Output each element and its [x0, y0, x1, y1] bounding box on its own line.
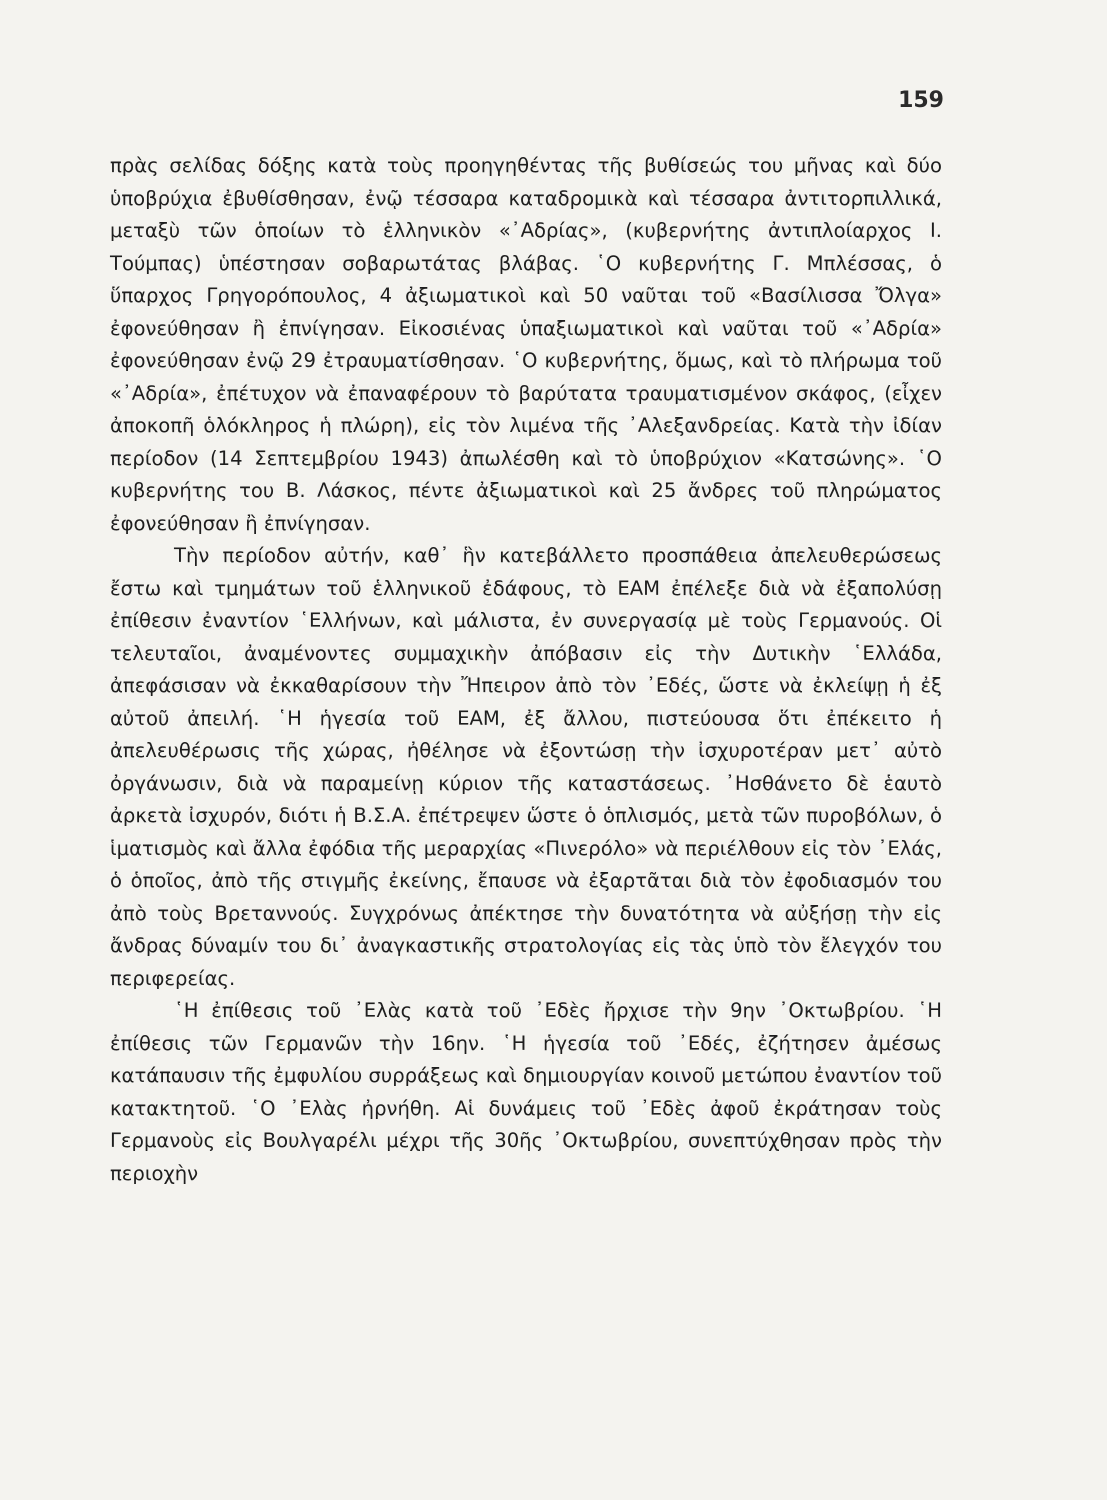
paragraph: Τὴν περίοδον αὐτήν, καθ᾿ ἣν κατεβάλλετο προσπάθεια ἀπελευθερώσεως ἔστω καὶ τμημάτων τοῦ ἑλληνικοῦ ἐδάφους, τὸ ΕΑΜ ἐπέλεξε διὰ νὰ ἐξαπολύσῃ ἐπίθεσιν ἐναντίον ῾Ελλήνων, καὶ μάλιστα, ἐν συνεργασίᾳ μὲ τοὺς Γερμανούς. Οἱ τελευταῖοι, ἀναμένοντες συμμαχικὴν ἀπόβασιν εἰς τὴν Δυτικὴν ῾Ελλάδα, ἀπεφάσισαν νὰ ἐκκαθαρίσουν τὴν Ἤπειρον ἀπὸ τὸν ᾿Εδές, ὥστε νὰ ἐκλείψῃ ἡ ἐξ αὐτοῦ ἀπειλή. ῾Η ἡγεσία τοῦ ΕΑΜ, ἐξ ἄλλου, πιστεύουσα ὅτι ἐπέκειτο ἡ ἀπελευθέρωσις τῆς χώρας, ἠθέλησε νὰ ἐξοντώσῃ τὴν ἰσχυροτέραν μετ᾿ αὐτὸ ὀργάνωσιν, διὰ νὰ παραμείνῃ κύριον τῆς καταστάσεως. ᾿Ησθάνετο δὲ ἑαυτὸ ἀρκετὰ ἰσχυρόν, διότι ἡ Β.Σ.Α. ἐπέτρεψεν ὥστε ὁ ὁπλισμός, μετὰ τῶν πυροβόλων, ὁ ἱματισμὸς καὶ ἄλλα ἐφόδια τῆς μεραρχίας «Πινερόλο» νὰ περιέλθουν εἰς τὸν ᾿Ελάς, ὁ ὁποῖος, ἀπὸ τῆς στιγμῆς ἐκείνης, ἔπαυσε νὰ ἐξαρτᾶται διὰ τὸν ἐφοδιασμόν του ἀπὸ τοὺς Βρεταννούς. Συγχρόνως ἀπέκτησε τὴν δυνατότητα νὰ αὐξήσῃ τὴν εἰς ἄνδρας δύναμίν του δι᾿ ἀναγκαστικῆς στρατολογίας εἰς τὰς ὑπὸ τὸν ἔλεγχόν του περιφερείας. [110, 544, 942, 990]
body-text [110, 150, 942, 1190]
paragraph: ῾Η ἐπίθεσις τοῦ ᾿Ελὰς κατὰ τοῦ ᾿Εδὲς ἤρχισε τὴν 9ην ᾿Οκτωβρίου. ῾Η ἐπίθεσις τῶν Γερμανῶν τὴν 16ην. ῾Η ἡγεσία τοῦ ᾿Εδές, ἐζήτησεν ἀμέσως κατάπαυσιν τῆς ἐμφυλίου συρράξεως καὶ δημιουργίαν κοινοῦ μετώπου ἐναντίον τοῦ κατακτητοῦ. ῾Ο ᾿Ελὰς ἠρνήθη. Αἱ δυνάμεις τοῦ ᾿Εδὲς ἀφοῦ ἐκράτησαν τοὺς Γερμανοὺς εἰς Βουλγαρέλι μέχρι τῆς 30ῆς ᾿Οκτωβρίου, συνεπτύχθησαν πρὸς τὴν περιοχὴν [110, 999, 942, 1185]
paragraph: πρὰς σελίδας δόξης κατὰ τοὺς προηγηθέντας τῆς βυθίσεώς του μῆνας καὶ δύο ὑποβρύχια ἐβυθίσθησαν, ἐνῷ τέσσαρα καταδρομικὰ καὶ τέσσαρα ἀντιτορπιλλικά, μεταξὺ τῶν ὁποίων τὸ ἑλληνικὸν «᾿Αδρίας», (κυβερνήτης ἀντιπλοίαρχος Ι. Τούμπας) ὑπέστησαν σοβαρωτάτας βλάβας. ῾Ο κυβερνήτης Γ. Μπλέσσας, ὁ ὕπαρχος Γρηγορόπουλος, 4 ἀξιωματικοὶ καὶ 50 ναῦται τοῦ «Βασίλισσα Ὄλγα» ἐφονεύθησαν ἢ ἐπνίγησαν. Εἰκοσιένας ὑπαξιωματικοὶ καὶ ναῦται τοῦ «᾿Αδρία» ἐφονεύθησαν ἐνῷ 29 ἐτραυματίσθησαν. ῾Ο κυβερνήτης, ὅμως, καὶ τὸ πλήρωμα τοῦ «᾿Αδρία», ἐπέτυχον νὰ ἐπαναφέρουν τὸ βαρύτατα τραυματισμένον σκάφος, (εἶχεν ἀποκοπῆ ὁλόκληρος ἡ πλώρη), εἰς τὸν λιμένα τῆς ᾿Αλεξανδρείας. Κατὰ τὴν ἰδίαν περίοδον (14 Σεπτεμβρίου 1943) ἀπωλέσθη καὶ τὸ ὑποβρύχιον «Κατσώνης». ῾Ο κυβερνήτης του Β. Λάσκος, πέντε ἀξιωματικοὶ καὶ 25 ἄνδρες τοῦ πληρώματος ἐφονεύθησαν ἢ ἐπνίγησαν. [110, 154, 942, 535]
page-number: 159 [898, 88, 944, 113]
